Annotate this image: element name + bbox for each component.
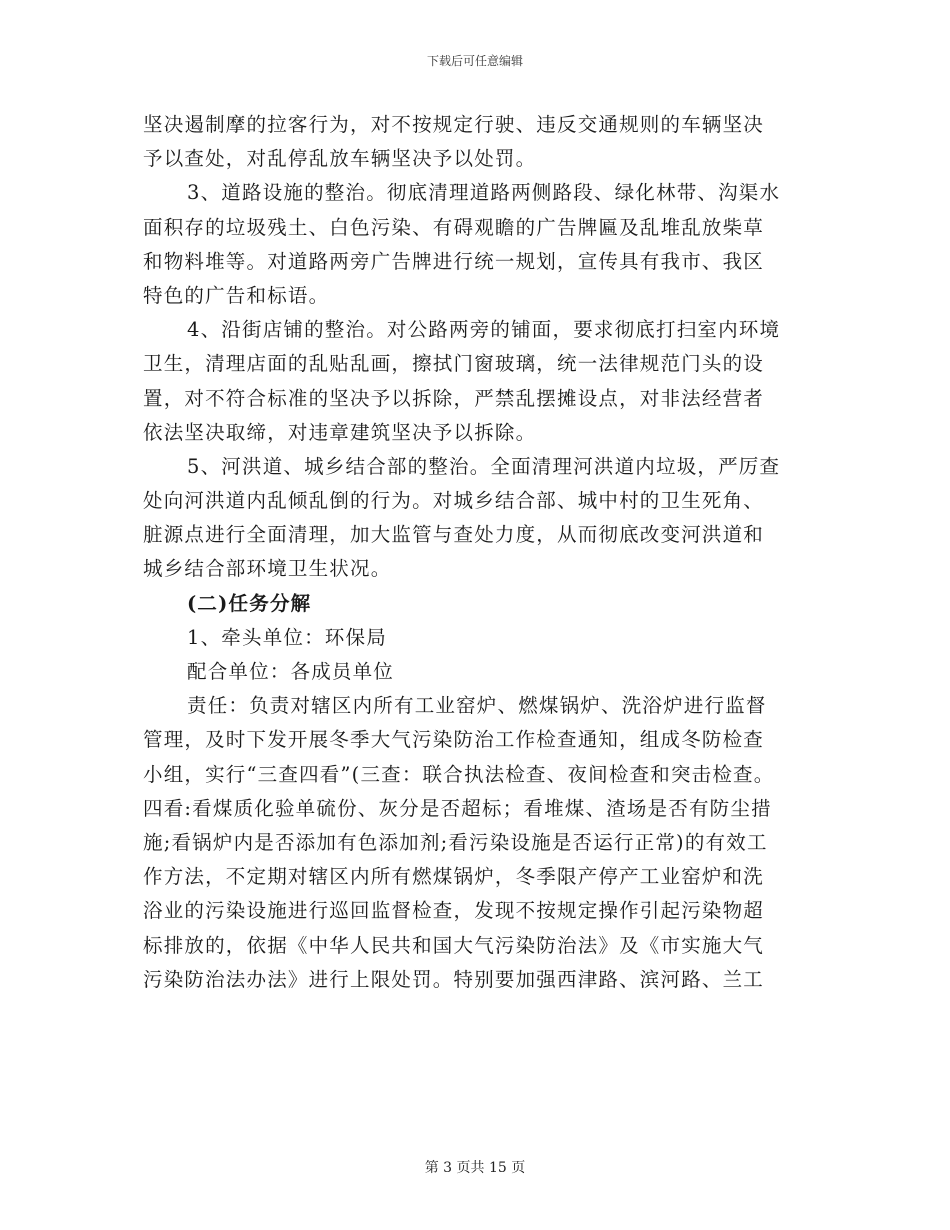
document-body	[143, 108, 823, 997]
page-footer: 第 3 页共 15 页	[424, 1160, 526, 1176]
section-heading-text: (二)任务分解	[187, 591, 312, 615]
text-line: 污染防治法办法》进行上限处罚。特别要加强西津路、滨河路、兰工	[143, 967, 765, 991]
text-line: 作方法，不定期对辖区内所有燃煤锅炉，冬季限产停产工业窑炉和洗	[143, 865, 765, 889]
paragraph-continuation	[143, 108, 823, 176]
paragraph-lead-unit	[143, 621, 823, 655]
text-line: 置，对不符合标准的坚决予以拆除，严禁乱摆摊设点，对非法经营者	[143, 386, 765, 410]
text-line: 予以查处，对乱停乱放车辆坚决予以处罚。	[143, 147, 537, 171]
text-line: 1、牵头单位：环保局	[187, 625, 387, 649]
text-line: 脏源点进行全面清理，加大监管与查处力度，从而彻底改变河洪道和	[143, 523, 765, 547]
text-line: 城乡结合部环境卫生状况。	[143, 557, 392, 581]
paragraph-street-shops	[143, 313, 823, 450]
page-header: 下载后可任意编辑	[426, 54, 523, 68]
text-line: 四看:看煤质化验单硫份、灰分是否超标；看堆煤、渣场是否有防尘措	[143, 796, 772, 820]
paragraph-road-facilities	[143, 176, 823, 313]
text-line: 依法坚决取缔，对违章建筑坚决予以拆除。	[143, 420, 537, 444]
paragraph-river-channels	[143, 450, 823, 587]
paragraph-responsibility	[143, 689, 823, 997]
text-line: 和物料堆等。对道路两旁广告牌进行统一规划，宣传具有我市、我区	[143, 249, 765, 273]
text-line: 卫生，清理店面的乱贴乱画，擦拭门窗玻璃，统一法律规范门头的设	[143, 352, 765, 376]
text-line: 责任：负责对辖区内所有工业窑炉、燃煤锅炉、洗浴炉进行监督	[187, 694, 767, 718]
section-heading	[143, 587, 823, 621]
text-line: 标排放的，依据《中华人民共和国大气污染防治法》及《市实施大气	[143, 933, 765, 957]
text-line: 3、道路设施的整治。彻底清理道路两侧路段、绿化林带、沟渠水	[187, 181, 781, 205]
text-line: 施;看锅炉内是否添加有色添加剂;看污染设施是否运行正常)的有效工	[143, 830, 768, 854]
text-line: 面积存的垃圾残土、白色污染、有碍观瞻的广告牌匾及乱堆乱放柴草	[143, 215, 765, 239]
text-line: 管理，及时下发开展冬季大气污染防治工作检查通知，组成冬防检查	[143, 728, 765, 752]
paragraph-cooperating-units	[143, 655, 823, 689]
text-line: 5、河洪道、城乡结合部的整治。全面清理河洪道内垃圾，严厉查	[187, 454, 781, 478]
text-line: 4、沿街店铺的整治。对公路两旁的铺面，要求彻底打扫室内环境	[187, 318, 781, 342]
text-line: 配合单位：各成员单位	[187, 660, 395, 683]
text-line: 小组，实行“三查四看”(三查：联合执法检查、夜间检查和突击检查。	[143, 762, 775, 786]
text-line: 特色的广告和标语。	[143, 283, 330, 307]
text-line: 坚决遏制摩的拉客行为，对不按规定行驶、违反交通规则的车辆坚决	[143, 113, 765, 136]
text-line: 处向河洪道内乱倾乱倒的行为。对城乡结合部、城中村的卫生死角、	[143, 489, 765, 513]
text-line: 浴业的污染设施进行巡回监督检查，发现不按规定操作引起污染物超	[143, 899, 765, 923]
